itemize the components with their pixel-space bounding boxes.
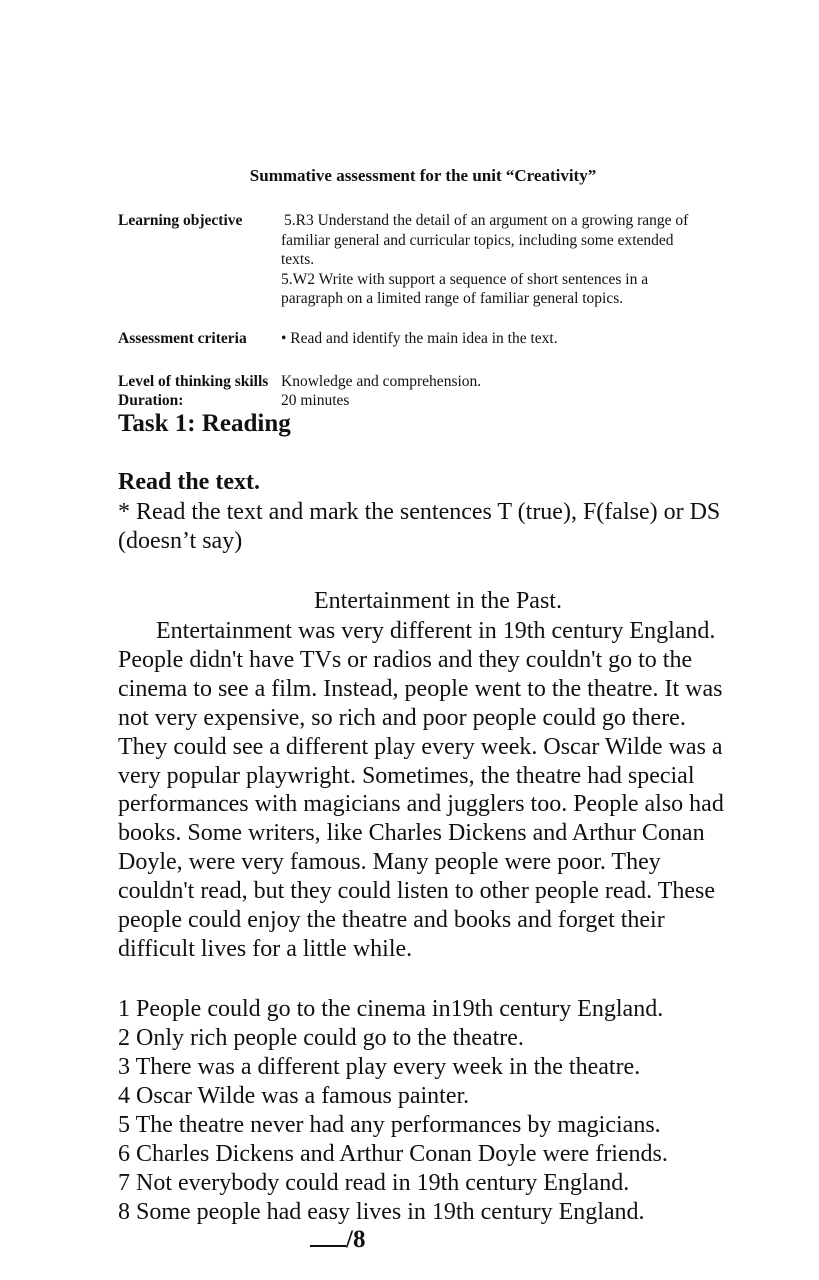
statement-item: 5 The theatre never had any performances by magicians. [118,1112,661,1138]
statement-item: 3 There was a different play every week in the theatre. [118,1054,641,1080]
passage-title: Entertainment in the Past. [314,588,562,614]
passage-line: very popular playwright. Sometimes, the theatre had special [118,762,695,789]
passage-line: Doyle, were very famous. Many people were poor. They [118,849,661,876]
passage-line: They could see a different play every week. Oscar Wilde was a [118,733,723,760]
thinking-skills-label: Level of thinking skills [118,373,269,390]
passage-line: performances with magicians and jugglers too. People also had [118,791,724,818]
document-title: Summative assessment for the unit “Creativity” [249,166,597,185]
task-heading: Task 1: Reading [118,410,291,437]
passage-line: people could enjoy the theatre and books and forget their [118,907,665,934]
duration-label: Duration: [118,392,184,409]
learning-objective-line: familiar general and curricular topics, including some extended [281,231,674,249]
learning-objective-value [281,211,741,309]
learning-objective-line: texts. [281,251,315,268]
statement-item: 7 Not everybody could read in 19th century England. [118,1170,630,1196]
duration-value: 20 minutes [281,392,350,409]
passage-line: Entertainment was very different in 19th century England. [156,618,716,644]
learning-objective-line: 5.R3 Understand the detail of an argument on a growing range of [284,212,689,229]
statement-item: 8 Some people had easy lives in 19th century England. [118,1199,645,1225]
learning-objective-label: Learning objective [118,212,243,229]
passage-line: People didn't have TVs or radios and they couldn't go to the [118,646,693,673]
passage-line: couldn't read, but they could listen to other people read. These [118,878,716,905]
statement-item: 1 People could go to the cinema in19th century England. [118,996,664,1022]
score-total: /8 [346,1226,366,1253]
task-instruction: * Read the text and mark the sentences T (true), F(false) or DS (doesn’t say) [118,499,721,554]
passage-line: not very expensive, so rich and poor people could go there. [118,704,686,731]
score-line [310,1226,365,1254]
assessment-criteria-value: • Read and identify the main idea in the text. [281,330,558,347]
read-heading: Read the text. [118,469,260,495]
learning-objective-line: 5.W2 Write with support a sequence of short sentences in a [281,270,649,288]
passage-line: cinema to see a film. Instead, people went to the theatre. It was [118,675,723,702]
reading-passage [118,617,758,964]
passage-line: difficult lives for a little while. [118,935,413,962]
assessment-criteria-label: Assessment criteria [118,330,247,347]
learning-objective-line: paragraph on a limited range of familiar general topics. [281,290,624,307]
statement-item: 4 Oscar Wilde was a famous painter. [118,1083,470,1109]
statement-item: 6 Charles Dickens and Arthur Conan Doyle were friends. [118,1141,668,1167]
statement-item: 2 Only rich people could go to the theatre. [118,1025,524,1051]
thinking-skills-value: Knowledge and comprehension. [281,373,482,390]
statements-list [118,995,758,1227]
score-blank[interactable] [310,1227,346,1247]
passage-line: books. Some writers, like Charles Dickens and Arthur Conan [118,820,705,847]
